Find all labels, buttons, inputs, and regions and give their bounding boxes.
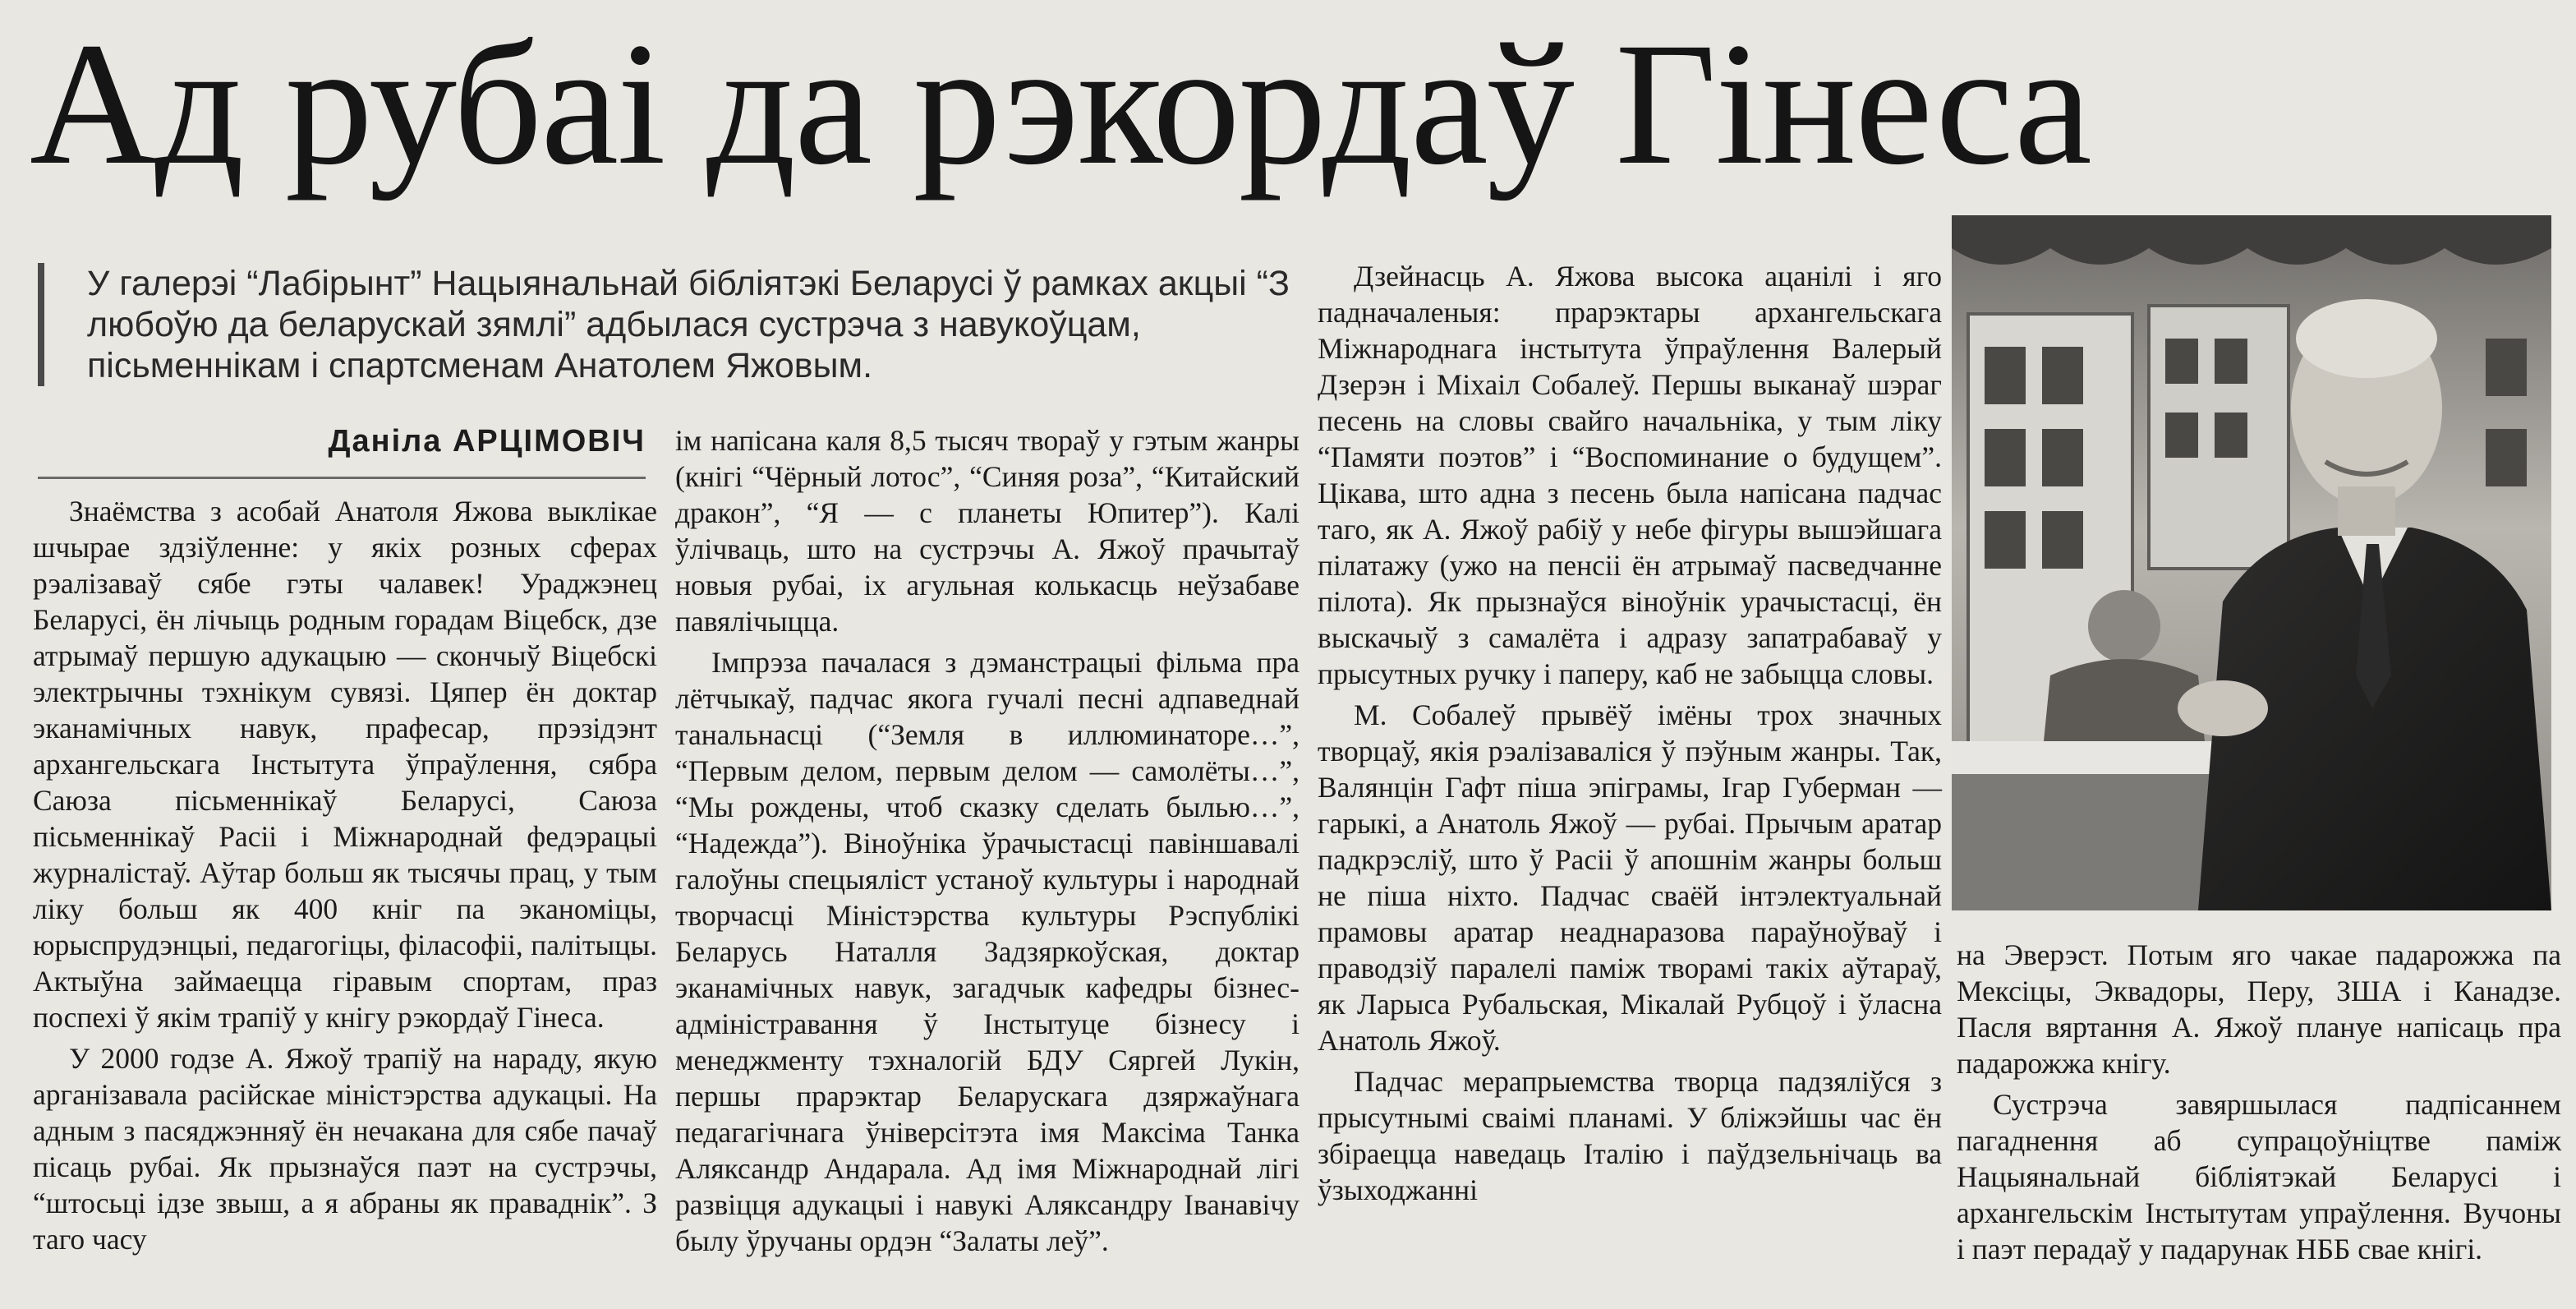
paragraph: Імпрэза пачалася з дэманстрацыі фільма пра лётчыкаў, падчас якога гучалі песні адпаведнай танальнасці (“Земля в иллюминаторе…”, “Первым делом, первым делом — самолёты…”, “Мы рождены, чтоб сказку сделать былью…”, “Надежда”). Віноўніка ўрачыстасці павіншавалі галоўны спецыяліст устаноў культуры і народнай творчасці Міністэрства культуры Рэспублікі Беларусь Наталля Задзяркоўская, доктар эканамічных навук, загадчык кафедры бізнес-адміністравання ў Інстытуце бізнесу і менеджменту тэхналогій БДУ Сяргей Лукін, першы прарэктар Беларускага дзяржаўнага педагагічнага ўніверсітэта імя Максіма Танка Аляксандр Андарала. Ад імя Міжнароднай лігі развіцця адукацыі і навукі Аляксандру Іванавічу былу ўручаны ордэн “Залаты леў”. — [675, 646, 1300, 1257]
paragraph: Знаёмства з асобай Анатоля Яжова выклікае шчырае здзіўленне: у якіх розных сферах рэалізаваў сябе гэты чалавек! Ураджэнец Беларусі, ён лічыць родным горадам Віцебск, дзе атрымаў першую адукацыю — скончыў Віцебскі электрычны тэхнікум сувязі. Цяпер ён доктар эканамічных навук, прафесар, прэзідэнт архангельскага Інстытута ўпраўлення, сябра Саюза пісьменнікаў Беларусі, Саюза пісьменнікаў Расіі і Міжнароднай федэрацыі журналістаў. Аўтар больш як тысячы прац, у тым ліку больш як 400 кніг па эканоміцы, юрыспрудэнцыі, педагогіцы, філасофіі, палітыцы. Актыўна займаецца гіравым спортам, праз поспехі ў якім трапіў у кнігу рэкордаў Гінеса. — [33, 495, 657, 1034]
byline: Даніла АРЦІМОВІЧ — [328, 424, 646, 459]
column-4 — [1957, 937, 2561, 1267]
column-3 — [1318, 258, 1942, 1208]
paragraph: Падчас мерапрыемства творца падзяліўся з прысутнымі сваімі планамі. У бліжэйшы час ён збіраецца наведаць Італію і паўдзельнічаць ва ўзыходжанні — [1318, 1065, 1942, 1206]
column-1 — [33, 493, 657, 1257]
byline-rule — [38, 477, 646, 479]
headline: Ад рубаі да рэкордаў Гінеса — [30, 7, 2091, 201]
paragraph: на Эверэст. Потым яго чакае падарожжа па Мексіцы, Эквадоры, Перу, ЗША і Канадзе. Пасля вяртання А. Яжоў плануе напісаць пра падарожжа кнігу. — [1957, 938, 2561, 1080]
paragraph: М. Собалеў прывёў імёны трох значных творцаў, якія рэалізаваліся ў пэўным жанры. Так, Валянцін Гафт піша эпіграмы, Ігар Губерман — гарыкі, а Анатоль Яжоў — рубаі. Прычым аратар падкрэсліў, што ў Расіі ў апошнім жанры больш не піша ніхто. Падчас сваёй інтэлектуальнай прамовы аратар неаднаразова параўноўваў і праводзіў паралелі паміж творамі такіх аўтараў, як Ларыса Рубальская, Мікалай Рубцоў і ўласна Анатоль Яжоў. — [1318, 698, 1942, 1057]
paragraph: Дзейнасць А. Яжова высока ацанілі і яго падначаленыя: прарэктары архангельскага Міжнароднага інстытута ўпраўлення Валерый Дзерэн і Міхаіл Собалеў. Першы выканаў шэраг песень на словы свайго начальніка, у тым ліку “Памяти поэтов” і “Воспоминание о будущем”. Цікава, што адна з песень была напісана падчас таго, як А. Яжоў рабіў у небе фігуры вышэйшага пілатажу (ужо на пенсіі ён атрымаў пасведчанне пілота). Як прызнаўся віноўнік урачыстасці, ён выскачыў з самалёта і адразу запатрабаваў у прысутных ручку і паперу, каб не забыцца словы. — [1318, 260, 1942, 690]
article-photo — [1952, 215, 2551, 910]
column-2 — [675, 422, 1300, 1259]
lead-paragraph — [38, 263, 1319, 386]
paragraph: У 2000 годзе А. Яжоў трапіў на нараду, якую арганізавала расійскае міністэрства адукацыі. На адным з пасяджэнняў ён нечакана для сябе пачаў пісаць рубаі. Як прызнаўся паэт на сустрэчы, “штосьці ідзе звыш, а я абраны як праваднік”. З таго часу — [33, 1042, 657, 1256]
lead-text: У галерэі “Лабірынт” Нацыянальнай бібліятэкі Беларусі ў рамках акцыі “З любоўю да беларускай зямлі” адбылася сустрэча з навукоўцам, пісьменнікам і спартсменам Анатолем Яжовым. — [87, 264, 1290, 385]
paragraph: Сустрэча завяршылася падпісаннем пагаднення аб супрацоўніцтве паміж Нацыянальнай бібліятэкай Беларусі і архангельскім Інстытутам упраўлення. Вучоны і паэт перадаў у падарунак НББ свае кнігі. — [1957, 1088, 2561, 1265]
paragraph: ім напісана каля 8,5 тысяч твораў у гэтым жанры (кнігі “Чёрный лотос”, “Синяя роза”, “Китайский дракон”, “Я — с планеты Юпитер”). Калі ўлічваць, што на сустрэчы А. Яжоў прачытаў новыя рубаі, іх агульная колькасць неўзабаве павялічыцца. — [675, 424, 1300, 638]
